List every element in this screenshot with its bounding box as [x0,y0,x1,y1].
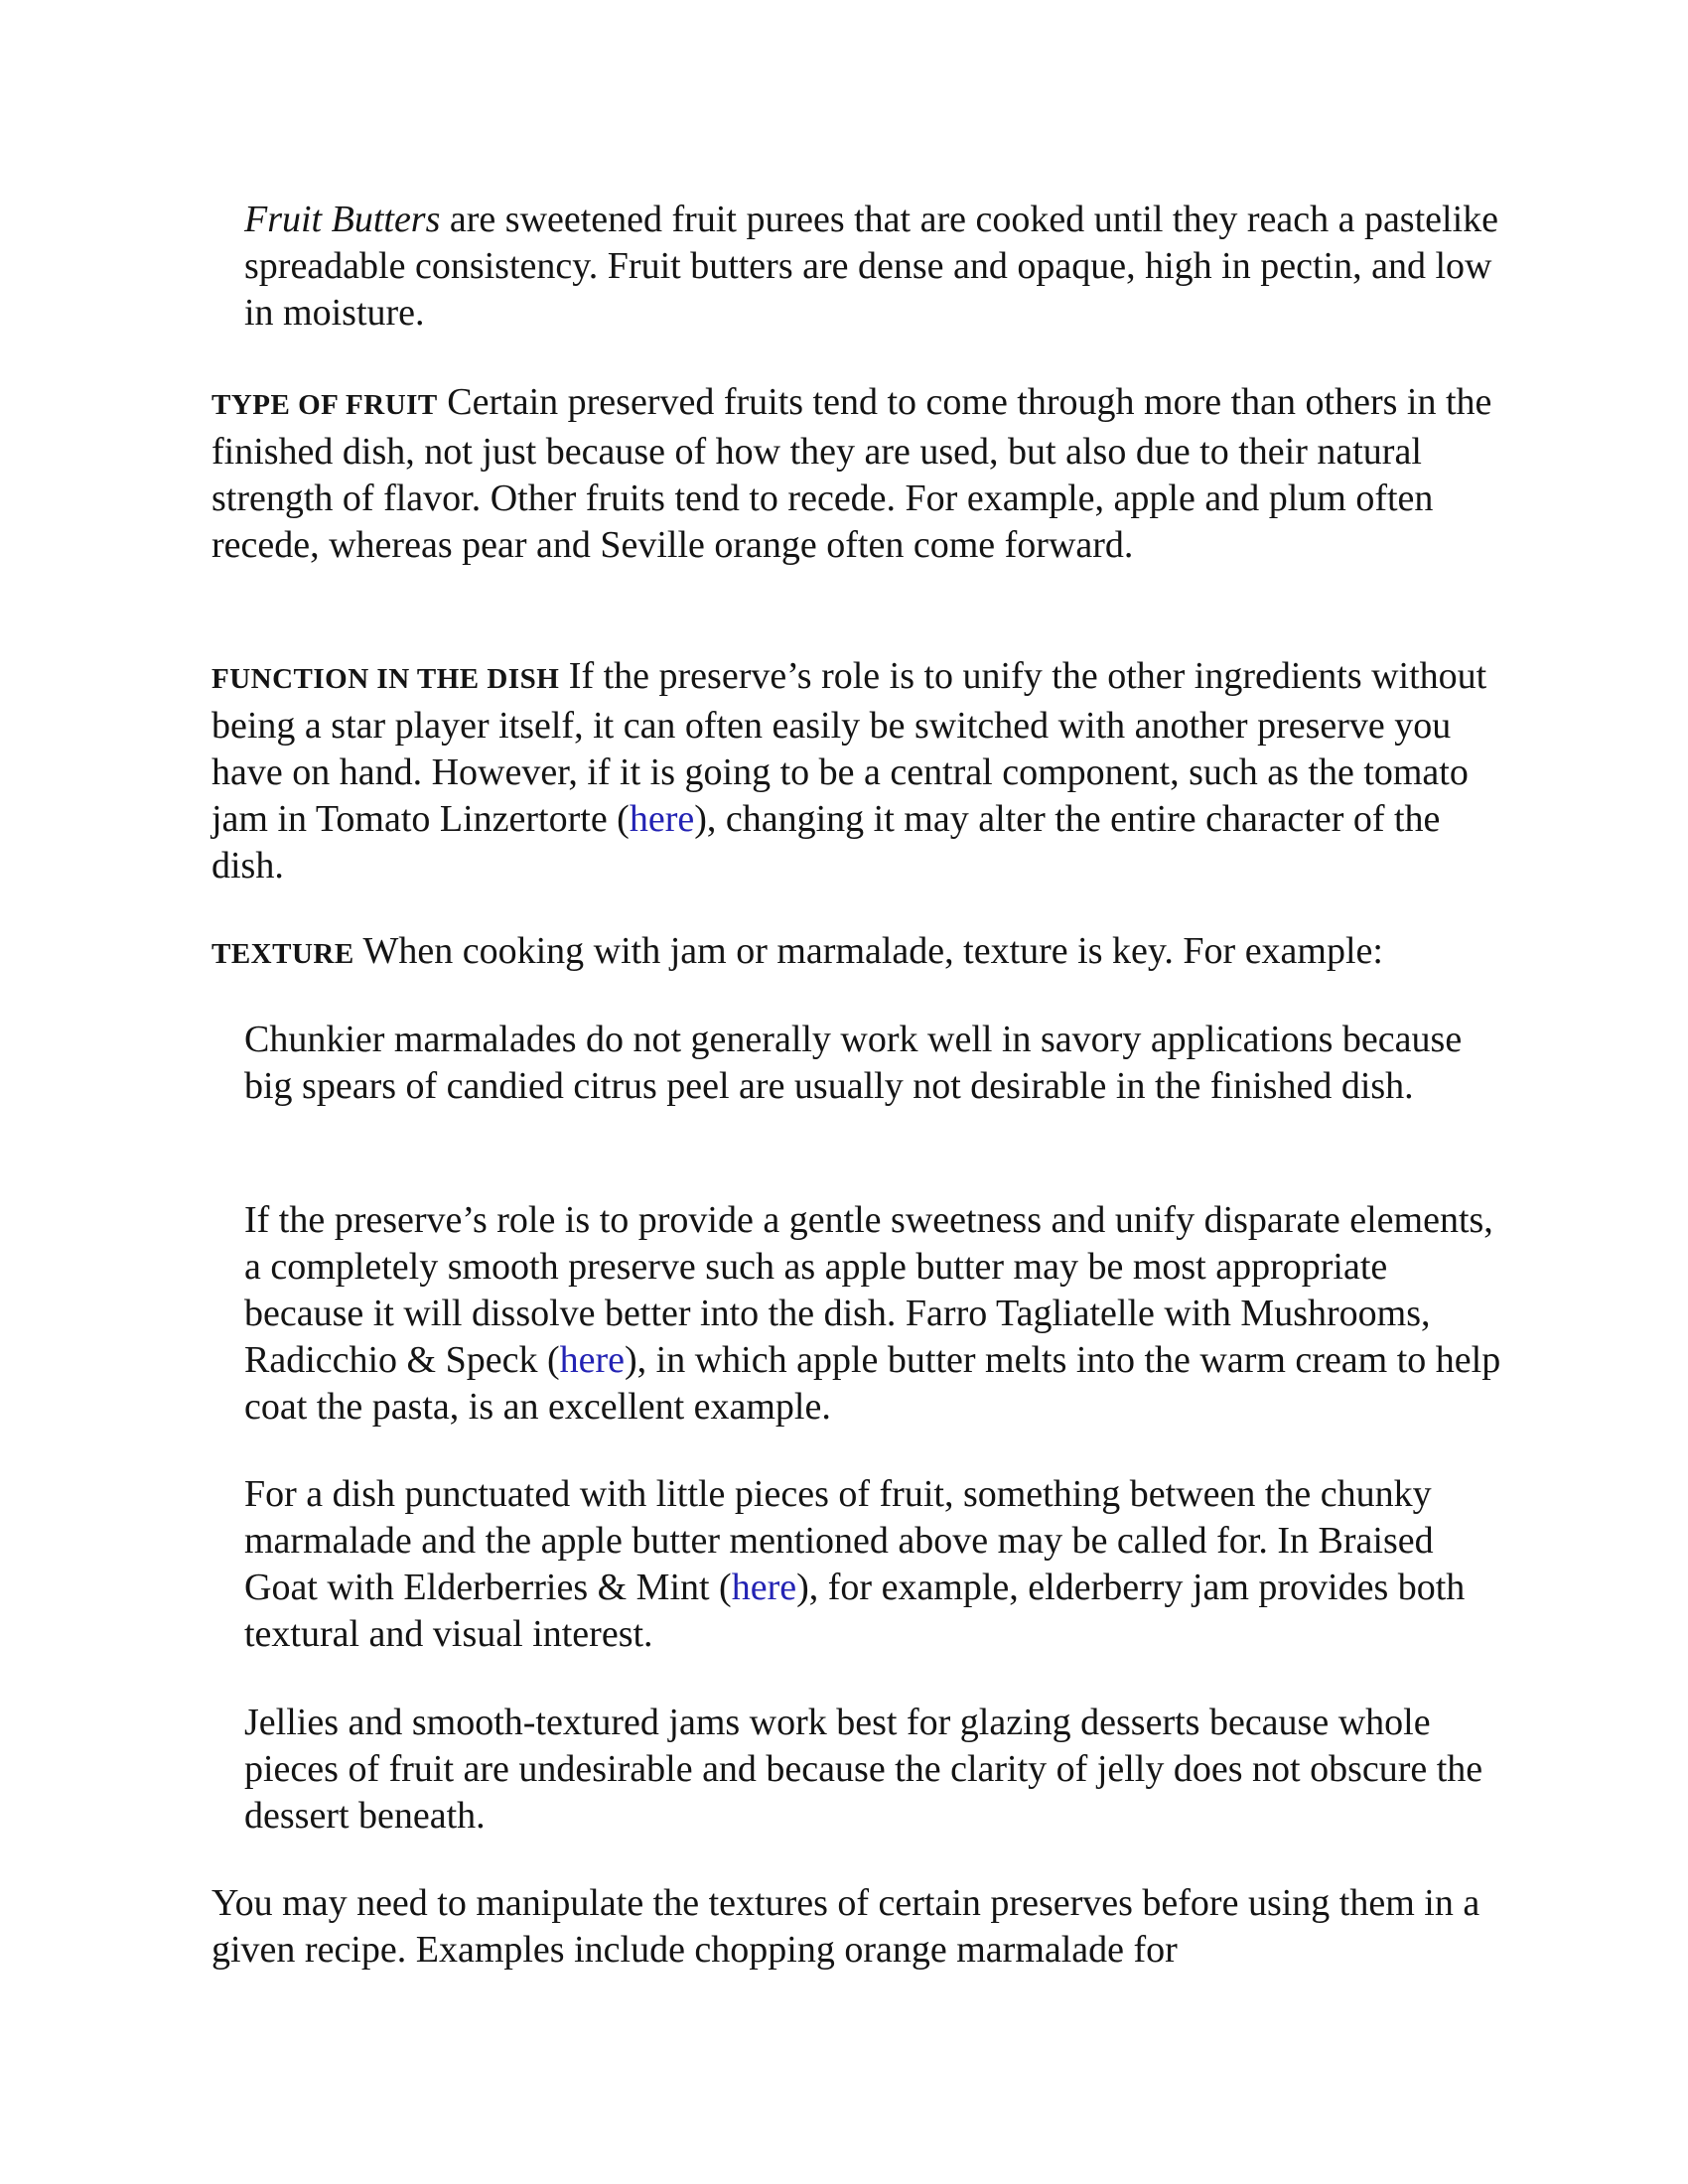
function-in-dish-heading: FUNCTION IN THE DISH [211,663,560,695]
type-of-fruit-paragraph [211,379,1502,569]
function-in-dish-text-end: ), changing it may alter the entire character of the dish. [211,798,1441,887]
texture-item [244,1700,1505,1840]
texture-paragraph [211,928,1502,978]
texture-item-text-end: ), in which apple butter melts into the warm cream to help coat the pasta, is an excellent example. [244,1339,1501,1428]
texture-item-text-end: ), for example, elderberry jam provides both textural and visual interest. [244,1567,1466,1655]
texture-item-text: If the preserve’s role is to provide a gentle sweetness and unify disparate elements, a completely smooth preserve such as apple butter may be most appropriate because it will dissolve better into the dish. Farro Tagliatelle with Mushrooms, Radicchio & Speck ( [244,1199,1493,1381]
closing-text: You may need to manipulate the textures of certain preserves before using them in a given recipe. Examples include chopping orange marmalade for [211,1882,1480,1971]
closing-paragraph [211,1880,1502,1974]
tomato-linzertorte-link[interactable]: here [629,798,695,840]
texture-item [244,1471,1505,1658]
texture-item [244,1197,1505,1431]
texture-item-text: Chunkier marmalades do not generally work well in savory applications because big spears of candied citrus peel are usually not desirable in the finished dish. [244,1019,1463,1107]
texture-item-text: Jellies and smooth-textured jams work best for glazing desserts because whole pieces of fruit are undesirable and because the clarity of jelly does not obscure the dessert beneath. [244,1702,1483,1837]
texture-text: When cooking with jam or marmalade, texture is key. For example: [353,930,1383,972]
fruit-butters-paragraph [244,197,1505,337]
type-of-fruit-heading: TYPE OF FRUIT [211,389,438,421]
function-in-dish-paragraph [211,653,1502,889]
texture-heading: TEXTURE [211,938,354,970]
function-in-dish-text: If the preserve’s role is to unify the other ingredients without being a star player itself, it can often easily be switched with another preserve you have on hand. However, if it is going to be a central component, such as the tomato jam in Tomato Linzertorte ( [211,655,1487,840]
braised-goat-link[interactable]: here [731,1567,797,1608]
fruit-butters-text: are sweetened fruit purees that are cooked until they reach a pastelike spreadable consistency. Fruit butters are dense and opaque, high in pectin, and low in moisture. [244,199,1499,334]
fruit-butters-term: Fruit Butters [244,199,441,240]
texture-item [244,1017,1505,1110]
texture-item-text: For a dish punctuated with little pieces of fruit, something between the chunky marmalade and the apple butter mentioned above may be called for. In Braised Goat with Elderberries & Mint ( [244,1473,1434,1608]
farro-tagliatelle-link[interactable]: here [559,1339,626,1381]
type-of-fruit-text: Certain preserved fruits tend to come through more than others in the finished dish, not just because of how they are used, but also due to their natural strength of flavor. Other fruits tend to recede. For example, apple and plum often recede, whereas pear and Seville orange often come forward. [211,381,1492,566]
